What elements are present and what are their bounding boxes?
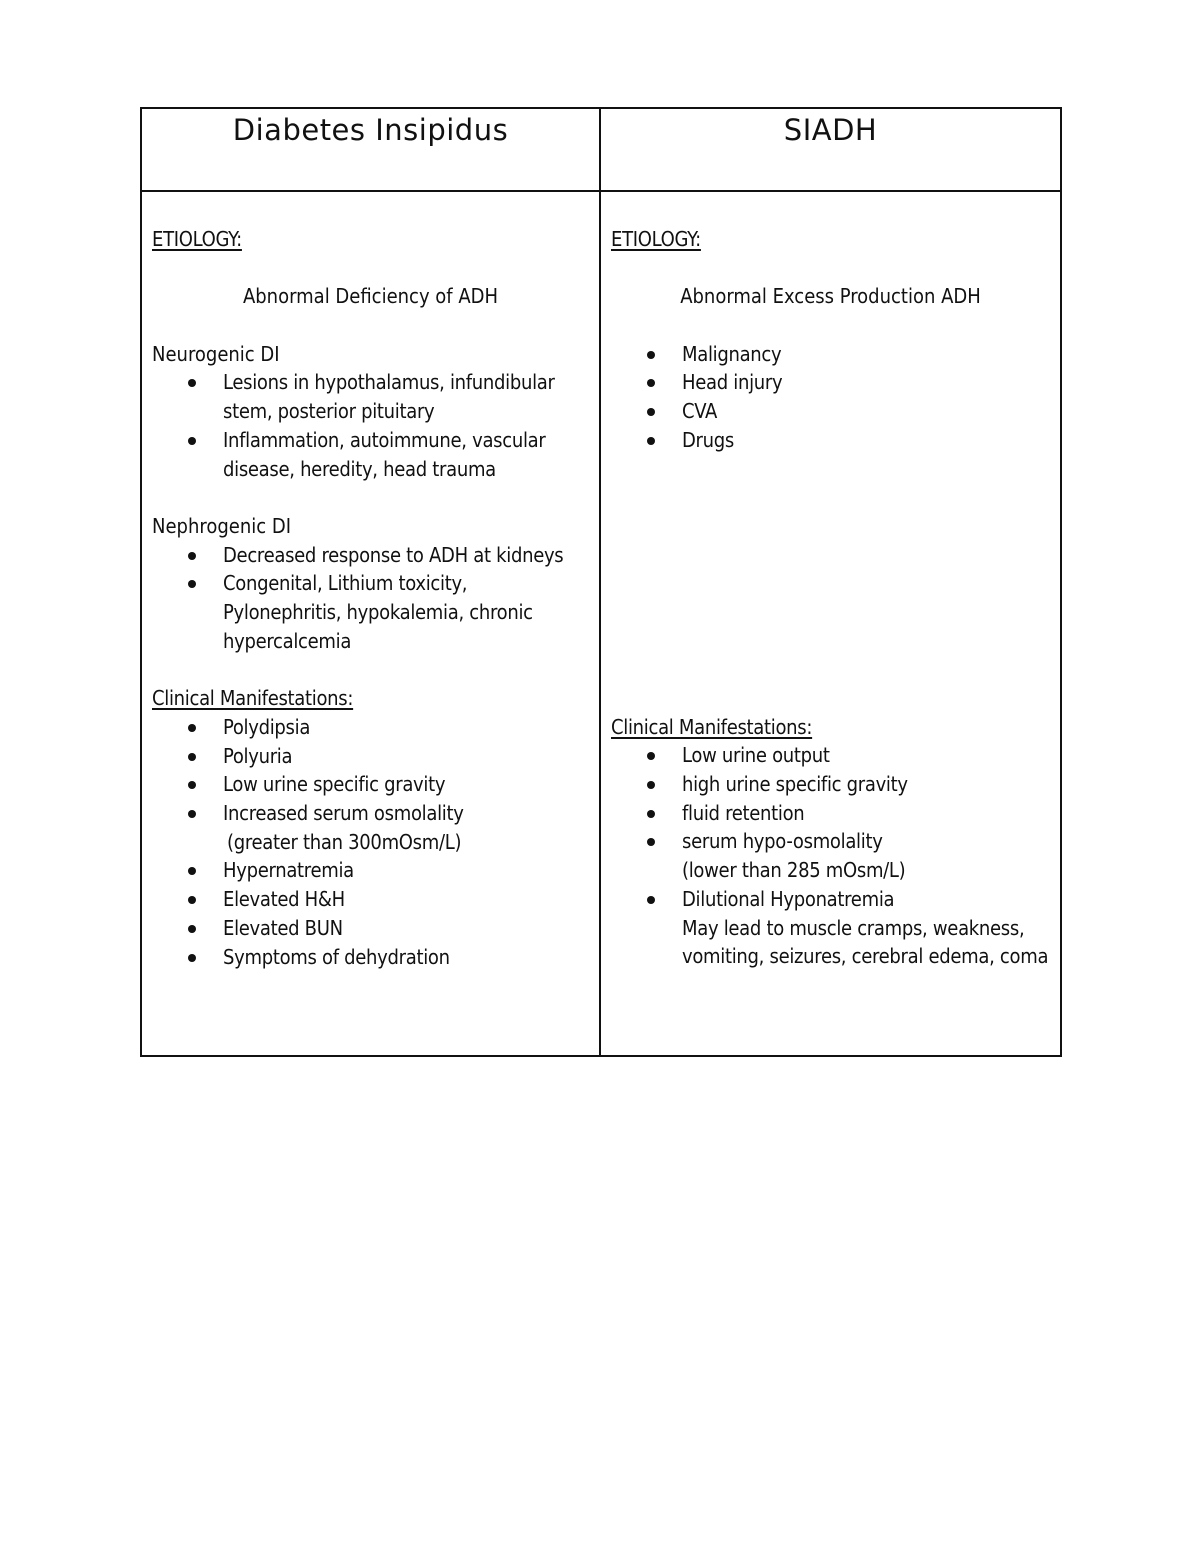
subtype-name: Nephrogenic DI xyxy=(152,513,291,538)
list-item: Elevated H&H xyxy=(223,885,589,914)
list-item: high urine specific gravity xyxy=(682,770,1050,799)
etiology-list xyxy=(611,340,1050,455)
list-item: Congenital, Lithium toxicity, Pylonephritis, hypokalemia, chronic hypercalcemia xyxy=(223,569,589,655)
list-item: Low urine output xyxy=(682,741,1050,770)
bullet-icon xyxy=(188,552,196,560)
clinical-manifestations-list xyxy=(611,741,1050,971)
etiology-summary: Abnormal Deficiency of ADH xyxy=(242,284,499,309)
bullet-icon xyxy=(647,351,655,359)
bullet-icon xyxy=(188,954,196,962)
bullet-icon xyxy=(647,810,655,818)
column-title-siadh: SIADH xyxy=(600,108,1061,191)
list-item-note: (lower than 285 mOsm/L) xyxy=(682,858,906,883)
subtype-list xyxy=(152,541,589,656)
bullet-icon xyxy=(647,379,655,387)
bullet-icon xyxy=(188,724,196,732)
list-item-note: May lead to muscle cramps, weakness, vomiting, seizures, cerebral edema, coma xyxy=(682,915,1049,969)
bullet-icon xyxy=(188,810,196,818)
list-item: Inflammation, autoimmune, vascular disease, heredity, head trauma xyxy=(223,426,589,483)
subtype-list xyxy=(152,368,589,483)
siadh-cell xyxy=(600,191,1061,1056)
clinical-manifestations-label: Clinical Manifestations: xyxy=(611,714,813,739)
header-row xyxy=(141,108,1061,191)
bullet-icon xyxy=(188,896,196,904)
list-item: Low urine specific gravity xyxy=(223,770,589,799)
list-item: Elevated BUN xyxy=(223,914,589,943)
list-item: Increased serum osmolality (greater than 300mOsm/L) xyxy=(223,799,589,856)
list-item: CVA xyxy=(682,397,1050,426)
bullet-icon xyxy=(188,753,196,761)
clinical-manifestations-label: Clinical Manifestations: xyxy=(152,686,354,711)
list-item: Dilutional Hyponatremia May lead to muscle cramps, weakness, vomiting, seizures, cerebral edema, coma xyxy=(682,885,1050,971)
etiology-label: ETIOLOGY: xyxy=(152,227,242,251)
list-item: Drugs xyxy=(682,426,1050,455)
bullet-icon xyxy=(188,925,196,933)
list-item: serum hypo-osmolality (lower than 285 mOsm/L) xyxy=(682,827,1050,884)
bullet-icon xyxy=(188,437,196,445)
bullet-icon xyxy=(647,838,655,846)
bullet-icon xyxy=(188,867,196,875)
etiology-summary: Abnormal Excess Production ADH xyxy=(680,284,981,309)
list-item: Hypernatremia xyxy=(223,856,589,885)
bullet-icon xyxy=(647,896,655,904)
column-title-diabetes-insipidus: Diabetes Insipidus xyxy=(141,108,600,191)
bullet-icon xyxy=(188,781,196,789)
list-item: fluid retention xyxy=(682,799,1050,828)
subtype-name: Neurogenic DI xyxy=(152,341,280,366)
bullet-icon xyxy=(647,752,655,760)
bullet-icon xyxy=(647,781,655,789)
list-item-note: (greater than 300mOsm/L) xyxy=(227,829,462,854)
list-item: Malignancy xyxy=(682,340,1050,369)
list-item: Polyuria xyxy=(223,742,589,771)
list-item: Lesions in hypothalamus, infundibular stem, posterior pituitary xyxy=(223,368,589,425)
bullet-icon xyxy=(647,408,655,416)
list-item: Symptoms of dehydration xyxy=(223,943,589,972)
list-item: Polydipsia xyxy=(223,713,589,742)
bullet-icon xyxy=(188,379,196,387)
body-row xyxy=(141,191,1061,1056)
comparison-table xyxy=(140,107,1062,1057)
clinical-manifestations-list xyxy=(152,713,589,971)
diabetes-insipidus-cell xyxy=(141,191,600,1056)
bullet-icon xyxy=(647,437,655,445)
etiology-label: ETIOLOGY: xyxy=(611,227,701,251)
list-item: Head injury xyxy=(682,368,1050,397)
bullet-icon xyxy=(188,580,196,588)
list-item: Decreased response to ADH at kidneys xyxy=(223,541,589,570)
